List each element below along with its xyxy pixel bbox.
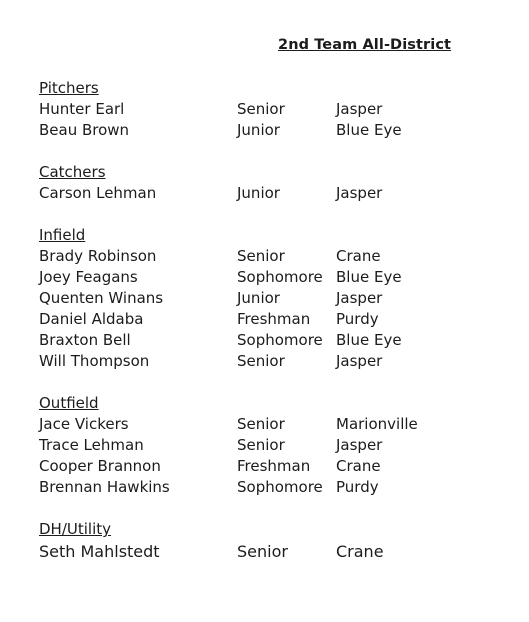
player-school: Purdy bbox=[336, 478, 379, 496]
player-school: Purdy bbox=[336, 310, 379, 328]
player-school: Jasper bbox=[336, 184, 383, 202]
player-class: Junior bbox=[237, 289, 280, 307]
player-school: Marionville bbox=[336, 415, 418, 433]
player-row bbox=[39, 246, 509, 267]
section-catchers bbox=[39, 162, 509, 204]
player-name: Jace Vickers bbox=[39, 415, 129, 433]
player-class: Senior bbox=[237, 247, 285, 265]
player-name: Braxton Bell bbox=[39, 331, 131, 349]
section-heading: DH/Utility bbox=[39, 520, 112, 538]
player-name: Carson Lehman bbox=[39, 184, 157, 202]
section-heading: Catchers bbox=[39, 163, 106, 181]
player-name: Daniel Aldaba bbox=[39, 310, 144, 328]
document-title: 2nd Team All-District bbox=[278, 37, 452, 53]
player-name: Hunter Earl bbox=[39, 100, 125, 118]
player-school: Crane bbox=[336, 457, 381, 475]
player-row bbox=[39, 183, 509, 204]
player-row bbox=[39, 288, 509, 309]
player-row bbox=[39, 351, 509, 372]
player-class: Junior bbox=[237, 184, 280, 202]
player-row bbox=[39, 540, 509, 563]
player-class: Sophomore bbox=[237, 331, 323, 349]
player-school: Jasper bbox=[336, 289, 383, 307]
player-row bbox=[39, 414, 509, 435]
player-row bbox=[39, 309, 509, 330]
player-school: Blue Eye bbox=[336, 268, 402, 286]
player-class: Freshman bbox=[237, 457, 311, 475]
player-row bbox=[39, 330, 509, 351]
player-name: Cooper Brannon bbox=[39, 457, 161, 475]
player-name: Seth Mahlstedt bbox=[39, 542, 160, 561]
player-class: Senior bbox=[237, 542, 288, 561]
player-school: Crane bbox=[336, 542, 384, 561]
player-row bbox=[39, 267, 509, 288]
player-class: Junior bbox=[237, 121, 280, 139]
section-pitchers bbox=[39, 78, 509, 141]
player-name: Beau Brown bbox=[39, 121, 130, 139]
player-row bbox=[39, 456, 509, 477]
player-class: Senior bbox=[237, 415, 285, 433]
player-school: Jasper bbox=[336, 352, 383, 370]
section-heading: Outfield bbox=[39, 394, 99, 412]
player-school: Jasper bbox=[336, 436, 383, 454]
section-heading: Infield bbox=[39, 226, 86, 244]
section-dh-utility bbox=[39, 519, 509, 563]
player-class: Senior bbox=[237, 352, 285, 370]
section-outfield bbox=[39, 393, 509, 498]
player-name: Joey Feagans bbox=[39, 268, 138, 286]
player-row bbox=[39, 477, 509, 498]
player-class: Senior bbox=[237, 100, 285, 118]
section-heading: Pitchers bbox=[39, 79, 99, 97]
player-class: Senior bbox=[237, 436, 285, 454]
player-name: Quenten Winans bbox=[39, 289, 164, 307]
player-school: Blue Eye bbox=[336, 121, 402, 139]
player-name: Will Thompson bbox=[39, 352, 150, 370]
player-class: Sophomore bbox=[237, 478, 323, 496]
roster-sections bbox=[39, 78, 509, 584]
player-row bbox=[39, 435, 509, 456]
player-row bbox=[39, 99, 509, 120]
player-class: Freshman bbox=[237, 310, 311, 328]
player-name: Brennan Hawkins bbox=[39, 478, 170, 496]
player-row bbox=[39, 120, 509, 141]
section-infield bbox=[39, 225, 509, 372]
player-school: Blue Eye bbox=[336, 331, 402, 349]
player-name: Trace Lehman bbox=[39, 436, 144, 454]
player-name: Brady Robinson bbox=[39, 247, 157, 265]
player-class: Sophomore bbox=[237, 268, 323, 286]
player-school: Crane bbox=[336, 247, 381, 265]
player-school: Jasper bbox=[336, 100, 383, 118]
